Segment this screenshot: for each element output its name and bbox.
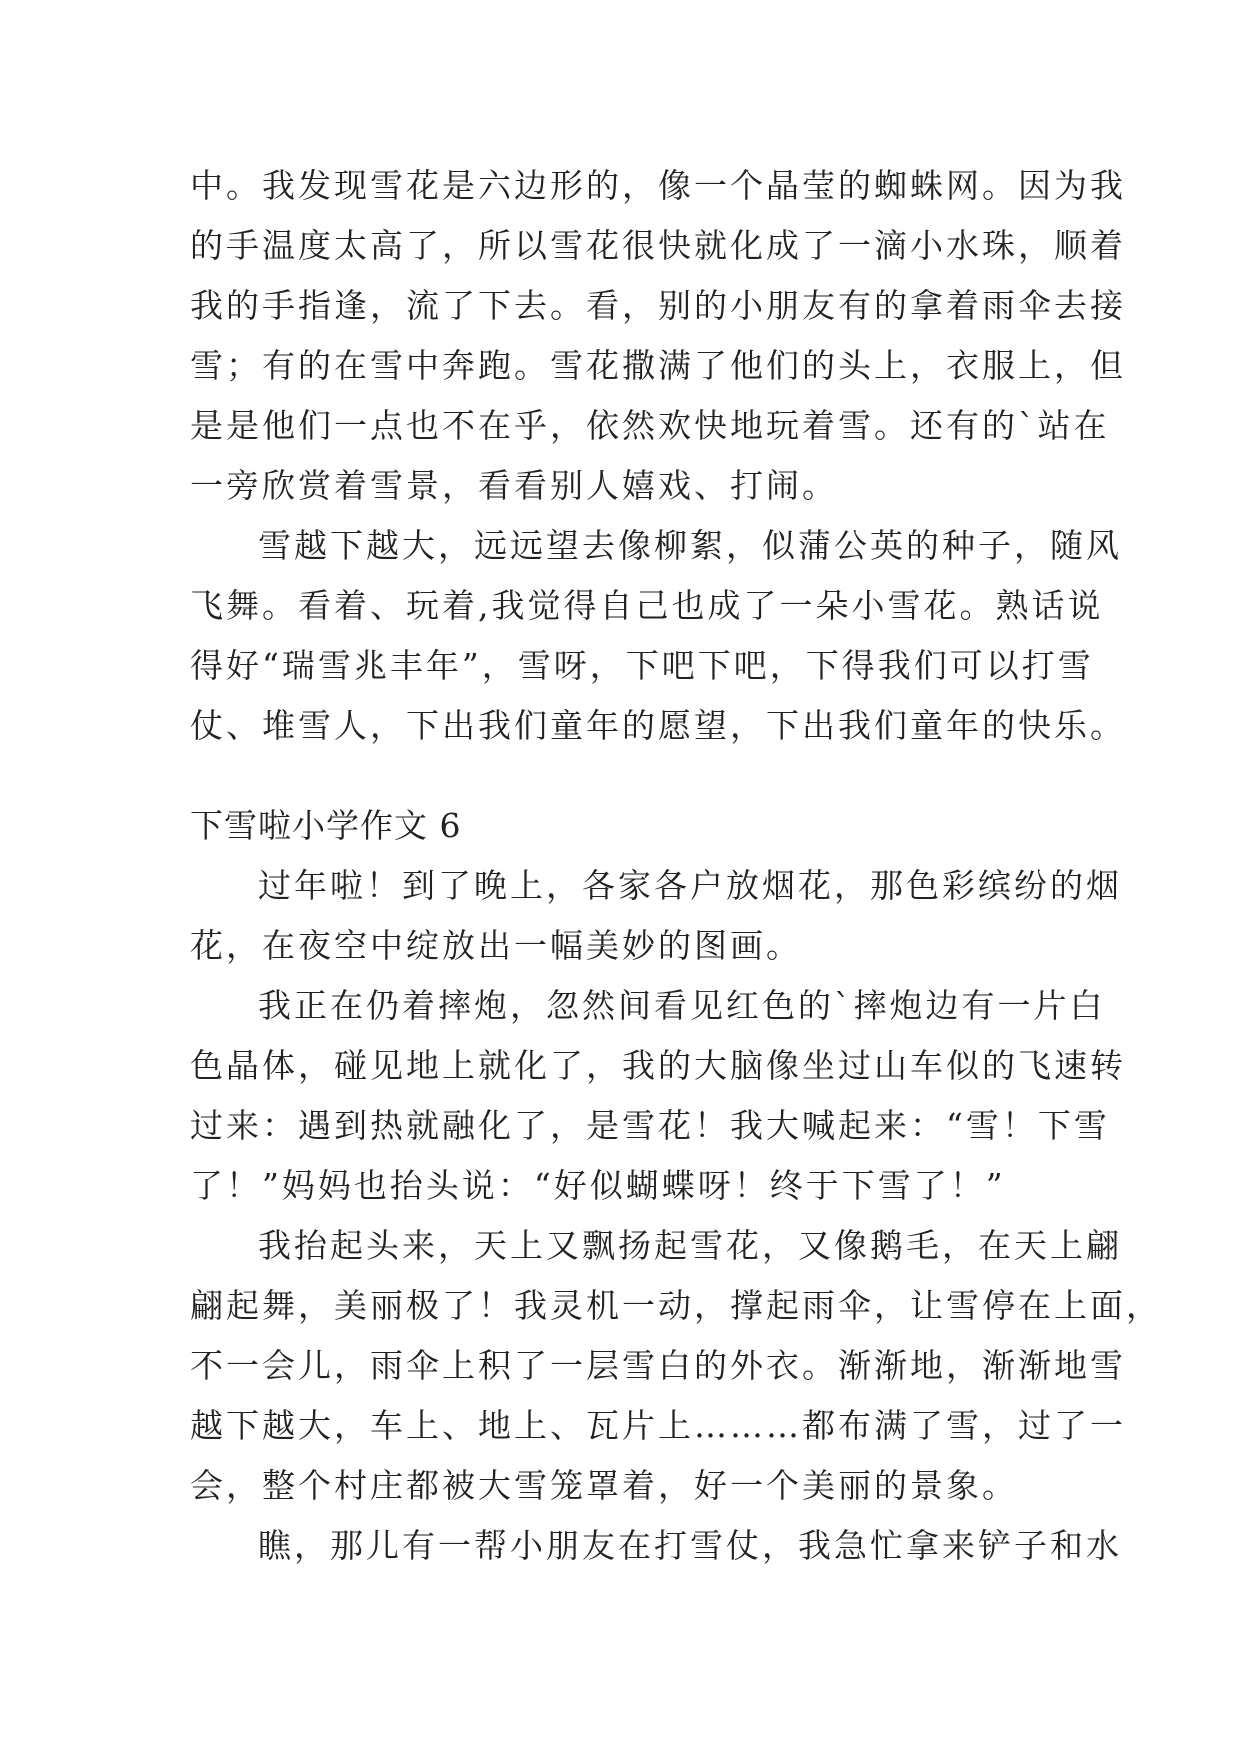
text-line: 中。我发现雪花是六边形的，像一个晶莹的蜘蛛网。因为我 xyxy=(190,166,1126,205)
text-line: 得好“瑞雪兆丰年”，雪呀，下吧下吧，下得我们可以打雪 xyxy=(190,646,1094,685)
text-line: 越下越大，车上、地上、瓦片上………都布满了雪，过了一 xyxy=(190,1406,1126,1445)
text-line: 会，整个村庄都被大雪笼罩着，好一个美丽的景象。 xyxy=(190,1466,1018,1505)
text-line: 雪；有的在雪中奔跑。雪花撒满了他们的头上，衣服上，但 xyxy=(190,346,1126,385)
text-line: 过来：遇到热就融化了，是雪花！我大喊起来：“雪！下雪 xyxy=(190,1106,1110,1145)
text-line: 花，在夜空中绽放出一幅美妙的图画。 xyxy=(190,926,802,965)
text-line: 色晶体，碰见地上就化了，我的大脑像坐过山车似的飞速转 xyxy=(190,1046,1126,1085)
text-line: 我的手指逢，流了下去。看，别的小朋友有的拿着雨伞去接 xyxy=(190,286,1126,325)
text-line: 瞧，那儿有一帮小朋友在打雪仗，我急忙拿来铲子和水 xyxy=(258,1526,1122,1565)
text-line: 飞舞。看着、玩着,我觉得自己也成了一朵小雪花。熟话说 xyxy=(190,586,1104,625)
text-line: 了！”妈妈也抬头说：“好似蝴蝶呀！终于下雪了！” xyxy=(190,1166,1006,1205)
text-line: 的手温度太高了，所以雪花很快就化成了一滴小水珠，顺着 xyxy=(190,226,1126,265)
text-line: 仗、堆雪人，下出我们童年的愿望，下出我们童年的快乐。 xyxy=(190,706,1126,745)
section-title: 下雪啦小学作文 6 xyxy=(190,806,462,845)
text-line: 过年啦！到了晚上，各家各户放烟花，那色彩缤纷的烟 xyxy=(258,866,1122,905)
text-line: 我抬起头来，天上又飘扬起雪花，又像鹅毛，在天上翩 xyxy=(258,1226,1122,1265)
text-line: 雪越下越大，远远望去像柳絮，似蒲公英的种子，随风 xyxy=(258,526,1122,565)
text-line: 我正在仍着摔炮，忽然间看见红色的`摔炮边有一片白 xyxy=(258,986,1106,1025)
text-line: 不一会儿，雨伞上积了一层雪白的外衣。渐渐地，渐渐地雪 xyxy=(190,1346,1126,1385)
text-line: 是是他们一点也不在乎，依然欢快地玩着雪。还有的`站在 xyxy=(190,406,1110,445)
text-line: 一旁欣赏着雪景，看看别人嬉戏、打闹。 xyxy=(190,466,838,505)
text-line: 翩起舞，美丽极了！我灵机一动，撑起雨伞，让雪停在上面， xyxy=(190,1286,1162,1325)
